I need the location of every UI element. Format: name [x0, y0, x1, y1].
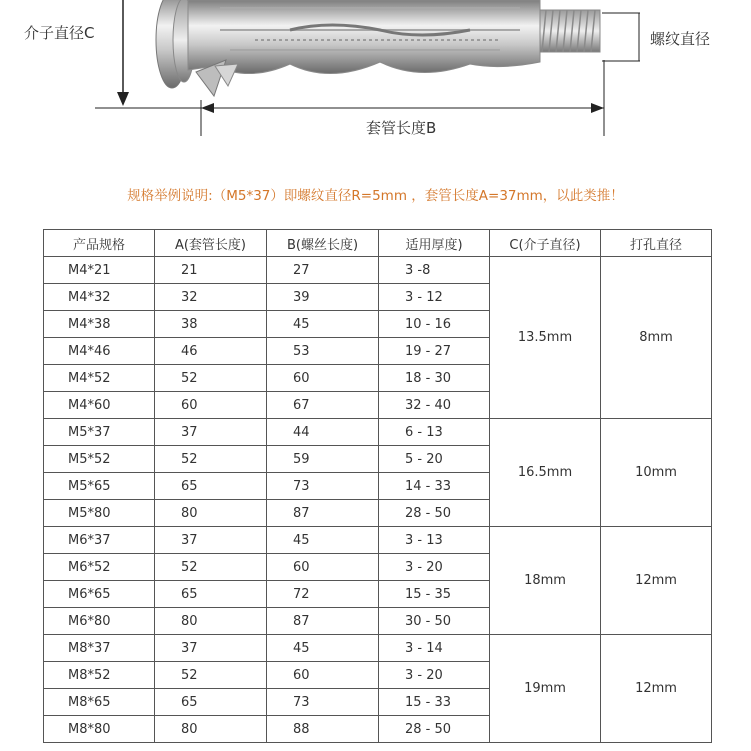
header-spec: 产品规格 — [44, 230, 155, 257]
cell-thickness: 14 - 33 — [379, 473, 490, 500]
cell-screw-length: 27 — [267, 257, 379, 284]
header-sleeve-length: A(套管长度) — [155, 230, 267, 257]
cell-screw-length: 45 — [267, 527, 379, 554]
cell-spec: M5*80 — [44, 500, 155, 527]
cell-thickness: 19 - 27 — [379, 338, 490, 365]
cell-sleeve-length: 32 — [155, 284, 267, 311]
cell-thickness: 28 - 50 — [379, 716, 490, 743]
table-row — [44, 635, 712, 662]
cell-thickness: 3 - 13 — [379, 527, 490, 554]
cell-sleeve-length: 65 — [155, 581, 267, 608]
cell-spec: M5*65 — [44, 473, 155, 500]
thread-diameter-label: 螺纹直径 — [650, 30, 711, 48]
cell-sleeve-length: 52 — [155, 365, 267, 392]
sleeve-length-label: 套管长度B — [366, 119, 437, 137]
cell-spec: M8*65 — [44, 689, 155, 716]
cell-thickness: 6 - 13 — [379, 419, 490, 446]
cell-spec: M6*65 — [44, 581, 155, 608]
cell-sleeve-length: 60 — [155, 392, 267, 419]
cell-thickness: 10 - 16 — [379, 311, 490, 338]
spec-table — [43, 229, 712, 743]
cell-screw-length: 73 — [267, 473, 379, 500]
cell-sleeve-length: 80 — [155, 500, 267, 527]
cell-screw-length: 45 — [267, 635, 379, 662]
cell-sleeve-length: 52 — [155, 662, 267, 689]
cell-hole-diameter: 12mm — [601, 635, 712, 743]
cell-screw-length: 44 — [267, 419, 379, 446]
cell-spec: M4*60 — [44, 392, 155, 419]
cell-thickness: 3 - 20 — [379, 662, 490, 689]
cell-hole-diameter: 12mm — [601, 527, 712, 635]
header-screw-length: B(螺丝长度) — [267, 230, 379, 257]
cell-screw-length: 45 — [267, 311, 379, 338]
header-washer-diameter: C(介子直径) — [490, 230, 601, 257]
cell-thickness: 15 - 33 — [379, 689, 490, 716]
cell-hole-diameter: 10mm — [601, 419, 712, 527]
cell-spec: M4*38 — [44, 311, 155, 338]
cell-sleeve-length: 80 — [155, 608, 267, 635]
cell-thickness: 18 - 30 — [379, 365, 490, 392]
cell-thickness: 32 - 40 — [379, 392, 490, 419]
cell-spec: M4*32 — [44, 284, 155, 311]
cell-screw-length: 72 — [267, 581, 379, 608]
cell-washer-diameter: 19mm — [490, 635, 601, 743]
cell-screw-length: 60 — [267, 365, 379, 392]
cell-screw-length: 53 — [267, 338, 379, 365]
header-hole-diameter: 打孔直径 — [601, 230, 712, 257]
cell-sleeve-length: 80 — [155, 716, 267, 743]
cell-screw-length: 73 — [267, 689, 379, 716]
cell-sleeve-length: 46 — [155, 338, 267, 365]
cell-washer-diameter: 18mm — [490, 527, 601, 635]
cell-washer-diameter: 13.5mm — [490, 257, 601, 419]
table-row — [44, 527, 712, 554]
cell-spec: M5*37 — [44, 419, 155, 446]
cell-screw-length: 88 — [267, 716, 379, 743]
cell-screw-length: 87 — [267, 608, 379, 635]
cell-spec: M4*46 — [44, 338, 155, 365]
table-row — [44, 257, 712, 284]
cell-sleeve-length: 21 — [155, 257, 267, 284]
cell-spec: M4*52 — [44, 365, 155, 392]
cell-screw-length: 39 — [267, 284, 379, 311]
table-header-row — [44, 230, 712, 257]
cell-sleeve-length: 38 — [155, 311, 267, 338]
cell-sleeve-length: 65 — [155, 473, 267, 500]
cell-thickness: 3 - 12 — [379, 284, 490, 311]
product-diagram — [0, 0, 751, 150]
cell-thickness: 3 -8 — [379, 257, 490, 284]
cell-thickness: 30 - 50 — [379, 608, 490, 635]
cell-spec: M8*80 — [44, 716, 155, 743]
cell-screw-length: 67 — [267, 392, 379, 419]
cell-hole-diameter: 8mm — [601, 257, 712, 419]
cell-sleeve-length: 37 — [155, 419, 267, 446]
cell-screw-length: 59 — [267, 446, 379, 473]
cell-screw-length: 60 — [267, 554, 379, 581]
cell-sleeve-length: 37 — [155, 635, 267, 662]
cell-sleeve-length: 37 — [155, 527, 267, 554]
table-row — [44, 419, 712, 446]
cell-spec: M8*52 — [44, 662, 155, 689]
washer-diameter-label: 介子直径C — [24, 24, 95, 42]
cell-thickness: 28 - 50 — [379, 500, 490, 527]
cell-spec: M6*80 — [44, 608, 155, 635]
cell-thickness: 3 - 20 — [379, 554, 490, 581]
cell-sleeve-length: 52 — [155, 554, 267, 581]
cell-thickness: 3 - 14 — [379, 635, 490, 662]
cell-spec: M5*52 — [44, 446, 155, 473]
cell-spec: M6*37 — [44, 527, 155, 554]
cell-screw-length: 87 — [267, 500, 379, 527]
cell-spec: M8*37 — [44, 635, 155, 662]
cell-thickness: 15 - 35 — [379, 581, 490, 608]
header-thickness: 适用厚度) — [379, 230, 490, 257]
cell-sleeve-length: 52 — [155, 446, 267, 473]
cell-screw-length: 60 — [267, 662, 379, 689]
spec-example-note: 规格举例说明:（M5*37）即螺纹直径R=5mm ，套管长度A=37mm，以此类推！ — [127, 188, 624, 204]
cell-spec: M4*21 — [44, 257, 155, 284]
cell-sleeve-length: 65 — [155, 689, 267, 716]
cell-spec: M6*52 — [44, 554, 155, 581]
cell-washer-diameter: 16.5mm — [490, 419, 601, 527]
cell-thickness: 5 - 20 — [379, 446, 490, 473]
